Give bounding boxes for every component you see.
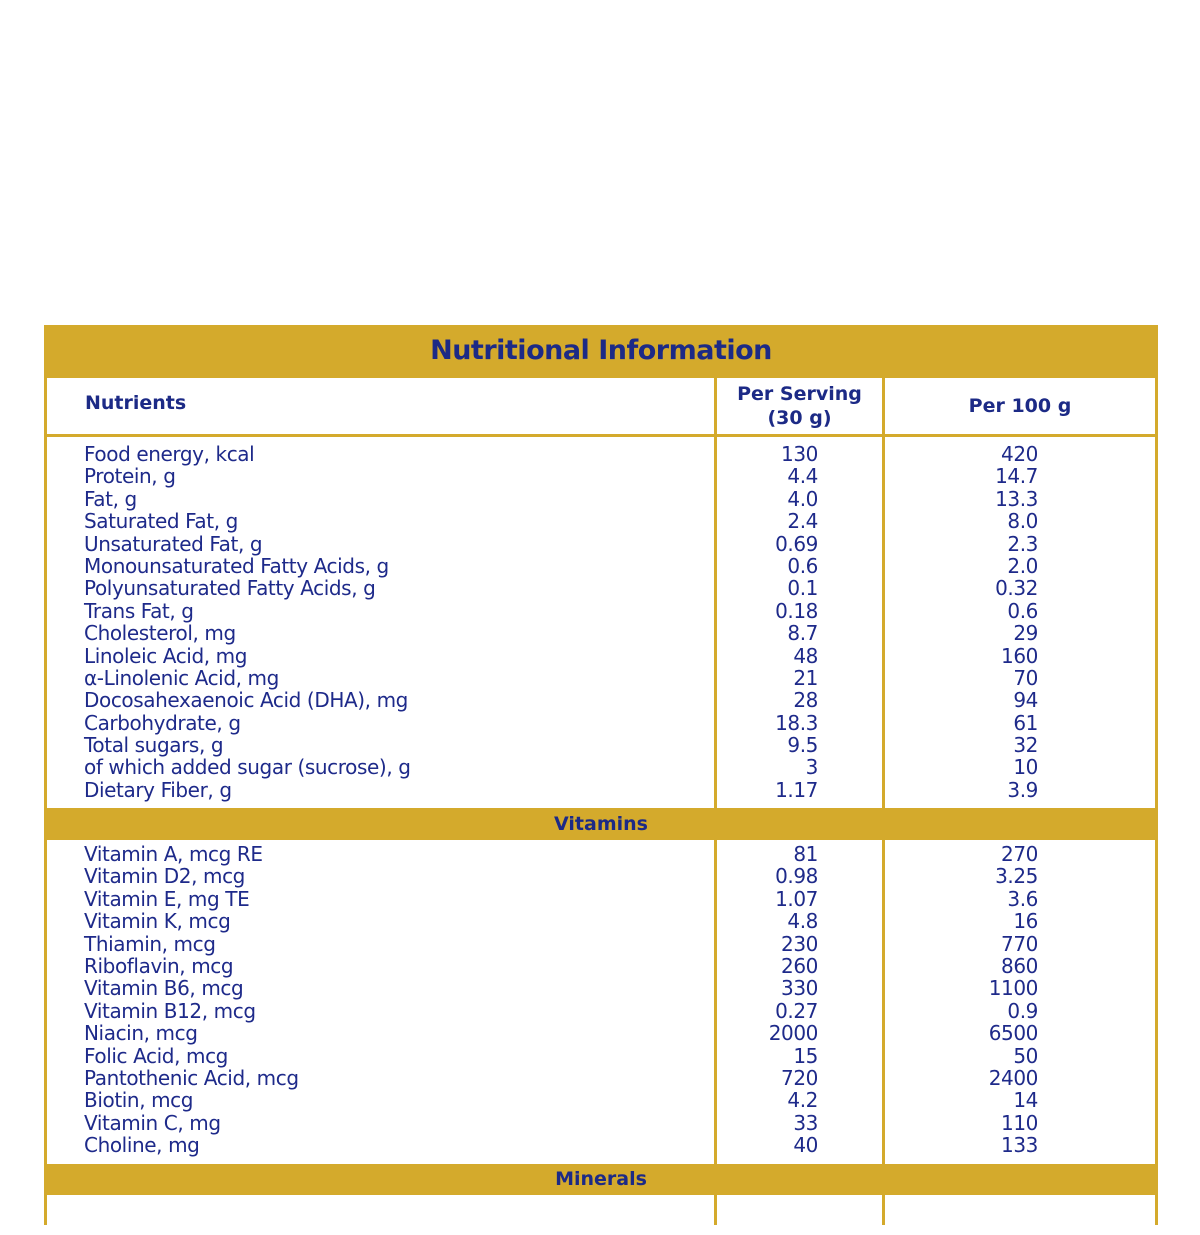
per-serving-value: 130 [781,442,818,466]
header-per-serving [717,382,882,430]
table-row [44,488,1158,510]
per-serving-value: 1.17 [775,777,818,802]
per-serving-value: 230 [781,931,818,956]
per-serving-value: 33 [793,1110,818,1135]
per-serving-value: 18.3 [775,710,818,735]
per-serving-value: 0.98 [775,864,818,889]
table-row [44,1067,1158,1089]
nutrient-name: Food energy, kcal [84,442,255,466]
nutrient-name: Saturated Fat, g [84,509,238,534]
per-serving-value: 330 [781,976,818,1001]
nutrient-name: Dietary Fiber, g [84,777,232,802]
table-row [44,443,1158,465]
per-serving-value: 0.18 [775,598,818,623]
nutrient-name: Vitamin A, mcg RE [84,842,263,866]
nutrient-name: Total sugars, g [84,733,224,758]
table-row [44,577,1158,599]
header-nutrients: Nutrients [85,392,187,414]
table-row [44,843,1158,865]
per-100g-value: 2.0 [1007,553,1038,578]
per-100g-value: 32 [1013,733,1038,758]
per-100g-value: 1100 [988,976,1038,1001]
per-serving-value: 48 [793,643,818,668]
per-serving-value: 3 [805,755,818,780]
table-row [44,977,1158,999]
per-serving-value: 81 [793,842,818,866]
per-serving-value: 260 [781,953,818,978]
vitamins-label: Vitamins [554,813,648,835]
per-serving-value: 4.2 [787,1088,818,1113]
per-100g-value: 94 [1013,688,1038,713]
table-row [44,779,1158,801]
nutrient-name: Linoleic Acid, mg [84,643,248,668]
nutrient-name: Fat, g [84,486,137,511]
nutrient-name: Thiamin, mcg [84,931,216,956]
header-per-serving-line1: Per Serving [737,383,862,405]
table-row [44,1022,1158,1044]
per-serving-value: 4.8 [787,909,818,934]
per-100g-value: 420 [1001,442,1038,466]
table-row [44,645,1158,667]
table-row [44,888,1158,910]
minerals-bar [44,1165,1158,1193]
nutrient-name: Folic Acid, mcg [84,1043,228,1068]
nutrient-name: Vitamin K, mcg [84,909,231,934]
per-100g-value: 770 [1001,931,1038,956]
per-100g-value: 14.7 [995,464,1038,489]
per-100g-value: 3.9 [1007,777,1038,802]
nutrient-name: Vitamin E, mg TE [84,886,250,911]
nutrient-name: Monounsaturated Fatty Acids, g [84,553,389,578]
per-serving-value: 4.4 [787,464,818,489]
per-100g-value: 133 [1001,1133,1038,1158]
vitamins-bar [44,810,1158,838]
nutrient-name: Vitamin C, mg [84,1110,221,1135]
per-100g-value: 16 [1013,909,1038,934]
per-serving-value: 0.69 [775,531,818,556]
per-100g-value: 13.3 [995,486,1038,511]
table-row [44,756,1158,778]
per-serving-value: 40 [793,1133,818,1158]
per-100g-value: 3.6 [1007,886,1038,911]
vitamin-rows [44,843,1158,1156]
per-100g-value: 8.0 [1007,509,1038,534]
table-row [44,933,1158,955]
nutrient-name: Biotin, mcg [84,1088,194,1113]
nutrient-name: Docosahexaenoic Acid (DHA), mg [84,688,408,713]
nutrient-name: Vitamin D2, mcg [84,864,245,889]
per-100g-value: 10 [1013,755,1038,780]
per-100g-value: 2.3 [1007,531,1038,556]
per-100g-value: 6500 [988,1021,1038,1046]
header-nutrients-cell [47,378,714,434]
minerals-serving-cell [717,1195,882,1235]
per-serving-value: 0.1 [787,576,818,601]
nutrient-name: of which added sugar (sucrose), g [84,755,411,780]
nutrient-name: α-Linolenic Acid, mg [84,665,279,690]
nutrient-name: Polyunsaturated Fatty Acids, g [84,576,376,601]
per-100g-value: 70 [1013,665,1038,690]
per-serving-value: 8.7 [787,621,818,646]
per-100g-value: 2400 [988,1065,1038,1090]
table-row [44,465,1158,487]
nutrient-name: Protein, g [84,464,176,489]
header-per-100g-cell [885,378,1155,434]
per-serving-value: 0.6 [787,553,818,578]
title-bar [44,325,1158,375]
table-title: Nutritional Information [430,334,772,366]
per-serving-value: 9.5 [787,733,818,758]
nutrient-name: Choline, mg [84,1133,200,1158]
table-row [44,910,1158,932]
nutrition-table [44,325,1158,1225]
per-serving-value: 15 [793,1043,818,1068]
per-100g-value: 110 [1001,1110,1038,1135]
header-per-serving-line2: (30 g) [767,407,832,429]
table-row [44,734,1158,756]
per-serving-value: 4.0 [787,486,818,511]
nutrient-name: Carbohydrate, g [84,710,241,735]
per-100g-value: 860 [1001,953,1038,978]
table-row [44,1000,1158,1022]
per-serving-value: 720 [781,1065,818,1090]
per-100g-value: 50 [1013,1043,1038,1068]
table-row [44,555,1158,577]
table-row [44,689,1158,711]
table-row [44,1089,1158,1111]
per-100g-value: 61 [1013,710,1038,735]
table-row [44,510,1158,532]
per-serving-value: 2000 [768,1021,818,1046]
nutrient-name: Vitamin B6, mcg [84,976,244,1001]
nutrient-name: Vitamin B12, mcg [84,998,256,1023]
per-100g-value: 0.6 [1007,598,1038,623]
table-row [44,622,1158,644]
per-100g-value: 160 [1001,643,1038,668]
per-serving-value: 1.07 [775,886,818,911]
per-serving-value: 0.27 [775,998,818,1023]
table-row [44,1112,1158,1134]
table-row [44,712,1158,734]
per-100g-value: 0.32 [995,576,1038,601]
table-row [44,955,1158,977]
per-100g-value: 3.25 [995,864,1038,889]
table-row [44,533,1158,555]
nutrient-name: Cholesterol, mg [84,621,236,646]
minerals-name-cell [47,1195,714,1235]
per-serving-value: 2.4 [787,509,818,534]
header-per-serving-cell [717,378,882,434]
nutrient-name: Trans Fat, g [84,598,194,623]
table-row [44,667,1158,689]
table-row [44,600,1158,622]
per-100g-value: 270 [1001,842,1038,866]
table-row [44,1045,1158,1067]
per-100g-value: 14 [1013,1088,1038,1113]
nutrient-rows [44,443,1158,801]
per-100g-value: 0.9 [1007,998,1038,1023]
minerals-label: Minerals [555,1168,647,1190]
minerals-100g-cell [885,1195,1155,1235]
table-row [44,865,1158,887]
per-100g-value: 29 [1013,621,1038,646]
per-serving-value: 28 [793,688,818,713]
nutrient-name: Unsaturated Fat, g [84,531,263,556]
table-row [44,1134,1158,1156]
nutrient-name: Pantothenic Acid, mcg [84,1065,299,1090]
per-serving-value: 21 [793,665,818,690]
nutrient-name: Riboflavin, mcg [84,953,234,978]
header-per-100g: Per 100 g [968,395,1072,417]
nutrient-name: Niacin, mcg [84,1021,198,1046]
